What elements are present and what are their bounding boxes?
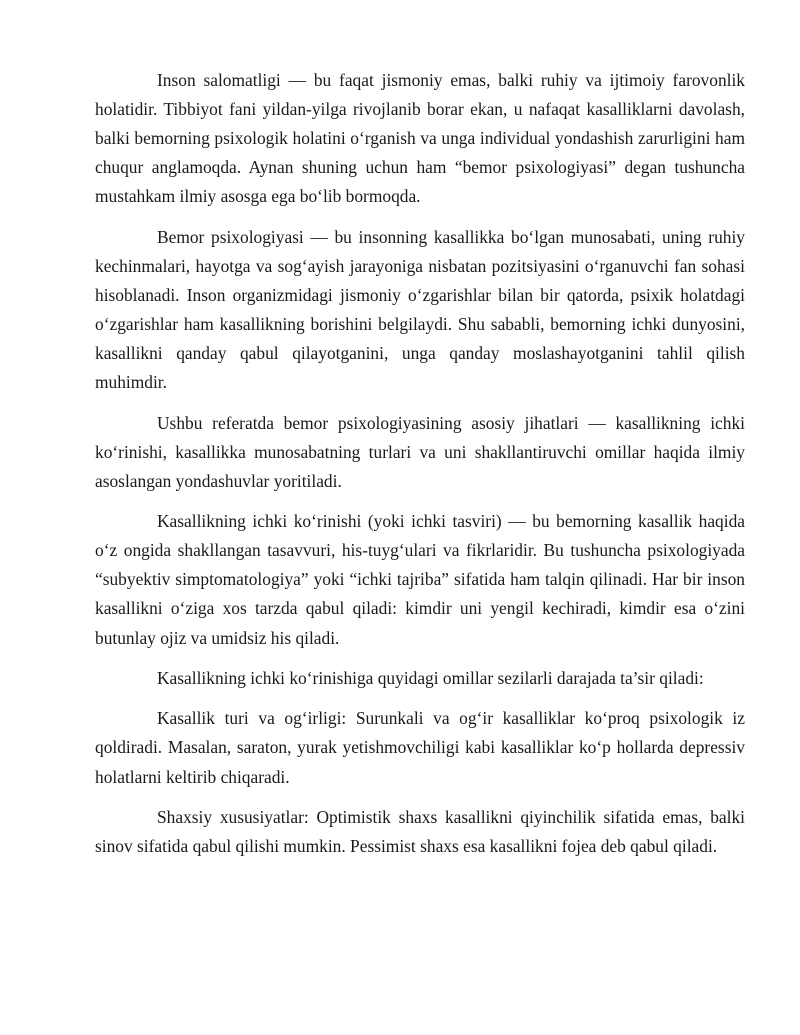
paragraph-factor-disease-type: Kasallik turi va og‘irligi: Surunkali va og‘ir kasalliklar ko‘proq psixologik iz qoldiradi. Masalan, saraton, yurak yetishmovchiligi kabi kasalliklar ko‘p hollarda depressiv holatlarni keltirib chiqaradi.	[95, 708, 745, 787]
paragraph-referat-scope: Ushbu referatda bemor psixologiyasining asosiy jihatlari — kasallikning ichki ko‘rinishi, kasallikka munosabatning turlari va uni shakllantiruvchi omillar haqida ilmiy asoslangan yondashuvlar yoritiladi.	[95, 412, 745, 491]
document-page	[95, 66, 745, 872]
paragraph-introduction: Inson salomatligi — bu faqat jismoniy emas, balki ruhiy va ijtimoiy farovonlik holatidir. Tibbiyot fani yildan-yilga rivojlanib borar ekan, u nafaqat kasalliklarni davolash, balki bemorning psixologik holatini o‘rganish va unga individual yondashish zarurligini ham chuqur anglamoqda. Aynan shuning uchun ham “bemor psixologiyasi” degan tushuncha mustahkam ilmiy asosga ega bo‘lib bormoqda.	[95, 70, 745, 207]
paragraph-patient-psychology-definition: Bemor psixologiyasi — bu insonning kasallikka bo‘lgan munosabati, uning ruhiy kechinmalari, hayotga va sog‘ayish jarayoniga nisbatan pozitsiyasini o‘rganuvchi fan sohasi hisoblanadi. Inson organizmidagi jismoniy o‘zgarishlar bilan bir qatorda, psixik holatdagi o‘zgarishlar ham kasallikning borishini belgilaydi. Shu sababli, bemorning ichki dunyosini, kasallikni qanday qabul qilayotganini, unga qanday moslashayotganini tahlil qilish muhimdir.	[95, 226, 745, 393]
paragraph-factor-personality: Shaxsiy xususiyatlar: Optimistik shaxs kasallikni qiyinchilik sifatida emas, balki sinov sifatida qabul qilishi mumkin. Pessimist shaxs esa kasallikni fojea deb qabul qiladi.	[95, 806, 745, 857]
paragraph-factors-intro: Kasallikning ichki ko‘rinishiga quyidagi omillar sezilarli darajada ta’sir qiladi:	[157, 667, 704, 688]
paragraph-internal-picture-of-illness: Kasallikning ichki ko‘rinishi (yoki ichki tasviri) — bu bemorning kasallik haqida o‘z ongida shakllangan tasavvuri, his-tuyg‘ulari va fikrlaridir. Bu tushuncha psixologiyada “subyektiv simptomatologiya” yoki “ichki tajriba” sifatida ham talqin qilinadi. Har bir inson kasallikni o‘ziga xos tarzda qabul qiladi: kimdir uni yengil kechiradi, kimdir esa o‘zini butunlay ojiz va umidsiz his qiladi.	[95, 511, 745, 648]
